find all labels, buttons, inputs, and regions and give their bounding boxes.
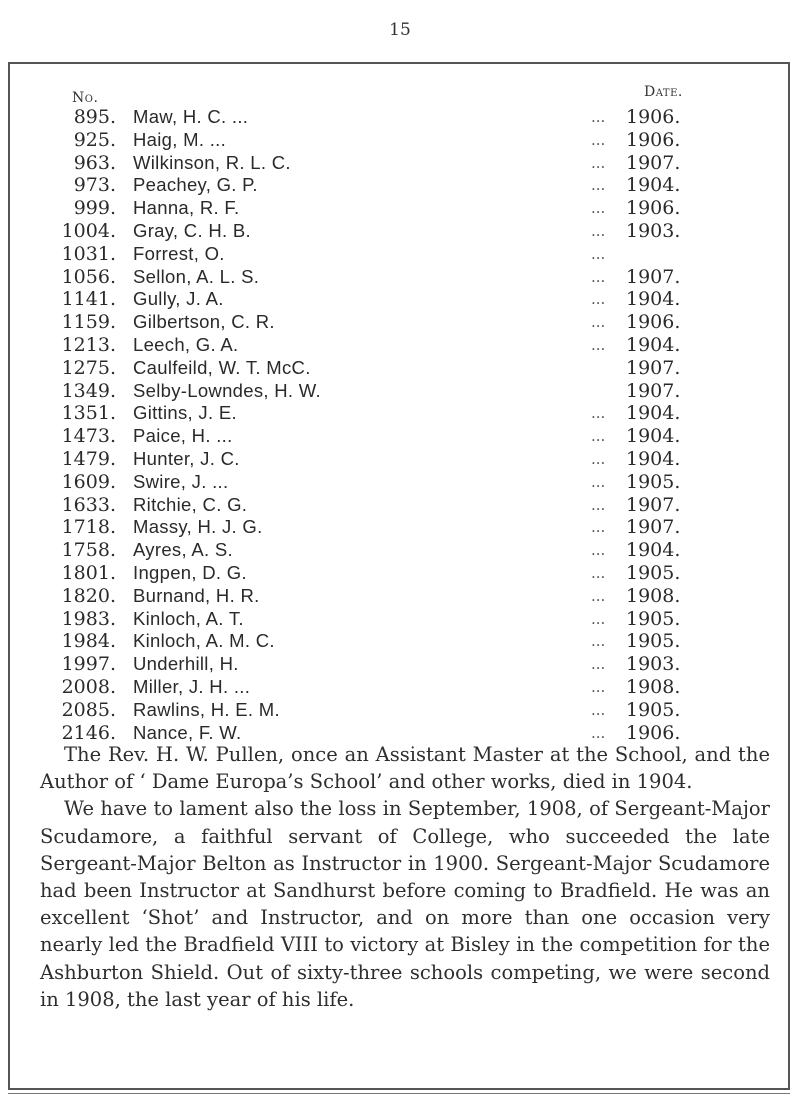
table-row [40, 448, 740, 471]
row-number: 1479. [61, 447, 116, 470]
row-date: 1906. [626, 721, 681, 744]
row-number: 1984. [61, 630, 116, 653]
row-name: Hunter, J. C. [133, 447, 240, 469]
row-date: 1903. [626, 653, 681, 676]
row-name: Selby-Lowndes, H. W. [133, 379, 321, 401]
row-name: Miller, J. H. ... [133, 675, 251, 697]
table-row [40, 516, 740, 539]
row-number: 1056. [61, 265, 116, 288]
row-date: 1907. [626, 151, 681, 174]
row-date: 1907. [626, 265, 681, 288]
row-date: 1904. [626, 288, 681, 311]
table-row [40, 129, 740, 152]
table-row [40, 494, 740, 517]
table-row [40, 676, 740, 699]
row-number: 963. [73, 151, 116, 174]
row-leader: ... [591, 153, 606, 172]
table-row [40, 334, 740, 357]
row-name: Gully, J. A. [133, 288, 224, 310]
row-number: 1159. [61, 311, 116, 334]
table-row [40, 471, 740, 494]
row-number: 1609. [61, 470, 116, 493]
frame-rule [8, 1093, 790, 1094]
row-leader: ... [591, 335, 606, 354]
row-number: 1275. [61, 356, 116, 379]
row-leader: ... [591, 495, 606, 514]
row-name: Wilkinson, R. L. C. [133, 151, 291, 173]
row-number: 1351. [61, 402, 116, 425]
row-name: Maw, H. C. ... [133, 106, 249, 127]
row-leader: ... [591, 427, 606, 446]
row-number: 2008. [61, 675, 116, 698]
row-name: Nance, F. W. [133, 721, 242, 743]
row-date: 1908. [626, 584, 681, 607]
row-leader: ... [591, 404, 606, 423]
table-row [40, 402, 740, 425]
row-number: 1349. [61, 379, 116, 402]
row-date: 1906. [626, 128, 681, 151]
table-row [40, 630, 740, 653]
row-name: Sellon, A. L. S. [133, 265, 260, 287]
paragraph-pullen: The Rev. H. W. Pullen, once an Assistant Master at the School, and the Author of ‘ Dame Europa’s School’ and other works, died in 1904. [40, 743, 770, 794]
row-date: 1904. [626, 402, 681, 425]
row-date: 1904. [626, 539, 681, 562]
row-number: 925. [73, 128, 116, 151]
row-number: 999. [73, 197, 116, 220]
row-leader: ... [591, 267, 606, 286]
table-row [40, 608, 740, 631]
row-number: 1213. [61, 333, 116, 356]
table-row [40, 653, 740, 676]
row-name: Hanna, R. F. [133, 197, 240, 219]
table-row [40, 197, 740, 220]
table-row [40, 288, 740, 311]
row-leader: ... [591, 632, 606, 651]
row-date: 1905. [626, 561, 681, 584]
row-date: 1905. [626, 698, 681, 721]
row-date: 1907. [626, 356, 681, 379]
table-row [40, 425, 740, 448]
row-leader: ... [591, 176, 606, 195]
row-leader: ... [591, 472, 606, 491]
row-leader: ... [591, 313, 606, 332]
table-row [40, 266, 740, 289]
row-number: 1801. [61, 561, 116, 584]
table-row [40, 539, 740, 562]
roll-table [40, 106, 740, 744]
row-number: 1997. [61, 653, 116, 676]
row-name: Gittins, J. E. [133, 402, 237, 424]
table-row [40, 699, 740, 722]
table-row [40, 152, 740, 175]
row-date: 1907. [626, 379, 681, 402]
row-leader: ... [591, 655, 606, 674]
table-row [40, 357, 740, 380]
row-date: 1904. [626, 447, 681, 470]
row-number: 1820. [61, 584, 116, 607]
row-leader: ... [591, 586, 606, 605]
row-name: Haig, M. ... [133, 128, 227, 150]
paragraph-scudamore: We have to lament also the loss in September, 1908, of Sergeant-Major Scudamore, a faithful servant of College, who succeeded the late Sergeant-Major Belton as Instructor in 1900. Sergeant-Major Scudamore had been Instructor at Sandhurst before coming to Bradfield. He was an excellent ‘Shot’ and Instructor, and on more than one occasion very nearly led the Bradfield VIII to victory at Bisley in the competition for the Ashburton Shield. Out of sixty-three schools competing, we were second in 1908, the last year of his life. [40, 797, 770, 1011]
row-date: 1905. [626, 630, 681, 653]
row-leader: ... [591, 221, 606, 240]
row-date: 1904. [626, 333, 681, 356]
row-date: 1903. [626, 219, 681, 242]
row-number: 1031. [61, 242, 116, 265]
row-leader: ... [591, 700, 606, 719]
row-name: Rawlins, H. E. M. [133, 698, 280, 720]
table-row [40, 220, 740, 243]
row-date: 1904. [626, 174, 681, 197]
row-number: 895. [73, 106, 116, 128]
row-number: 1758. [61, 539, 116, 562]
row-name: Kinloch, A. T. [133, 607, 244, 629]
row-date: 1908. [626, 675, 681, 698]
row-name: Underhill, H. [133, 653, 239, 675]
table-row [40, 243, 740, 266]
row-number: 1718. [61, 516, 116, 539]
body-text [40, 741, 770, 1013]
row-leader: ... [591, 677, 606, 696]
row-number: 1633. [61, 493, 116, 516]
row-number: 1004. [61, 219, 116, 242]
row-date: 1906. [626, 311, 681, 334]
row-name: Paice, H. ... [133, 425, 233, 447]
row-name: Kinloch, A. M. C. [133, 630, 275, 652]
table-row [40, 174, 740, 197]
table-row [40, 585, 740, 608]
row-name: Ayres, A. S. [133, 539, 233, 561]
row-date: 1906. [626, 106, 681, 128]
row-name: Swire, J. ... [133, 470, 229, 492]
row-number: 2146. [61, 721, 116, 744]
row-leader: ... [591, 518, 606, 537]
row-date: 1905. [626, 470, 681, 493]
row-number: 973. [73, 174, 116, 197]
row-name: Caulfeild, W. T. McC. [133, 356, 311, 378]
row-leader: ... [591, 609, 606, 628]
row-date: 1905. [626, 607, 681, 630]
row-leader: ... [591, 290, 606, 309]
column-header-date: Date. [644, 84, 683, 100]
row-name: Peachey, G. P. [133, 174, 258, 196]
column-header-no: No. [72, 90, 99, 106]
row-number: 1141. [61, 288, 116, 311]
row-date: 1906. [626, 197, 681, 220]
page-number: 15 [389, 20, 411, 40]
row-leader: ... [591, 199, 606, 218]
row-date: 1907. [626, 516, 681, 539]
row-date: 1904. [626, 425, 681, 448]
row-leader: ... [591, 108, 606, 126]
row-leader: ... [591, 449, 606, 468]
row-leader: ... [591, 541, 606, 560]
row-name: Massy, H. J. G. [133, 516, 263, 538]
table-row [40, 380, 740, 403]
row-number: 1983. [61, 607, 116, 630]
row-name: Ingpen, D. G. [133, 561, 247, 583]
row-date: 1907. [626, 493, 681, 516]
row-name: Leech, G. A. [133, 333, 239, 355]
row-name: Forrest, O. [133, 242, 225, 264]
row-name: Gilbertson, C. R. [133, 311, 275, 333]
row-number: 2085. [61, 698, 116, 721]
row-name: Gray, C. H. B. [133, 219, 251, 241]
table-row [40, 311, 740, 334]
row-name: Burnand, H. R. [133, 584, 260, 606]
table-row [40, 106, 740, 129]
row-leader: ... [591, 244, 606, 263]
row-leader: ... [591, 130, 606, 149]
table-row [40, 562, 740, 585]
row-name: Ritchie, C. G. [133, 493, 248, 515]
row-leader: ... [591, 563, 606, 582]
row-leader: ... [591, 723, 606, 742]
row-number: 1473. [61, 425, 116, 448]
